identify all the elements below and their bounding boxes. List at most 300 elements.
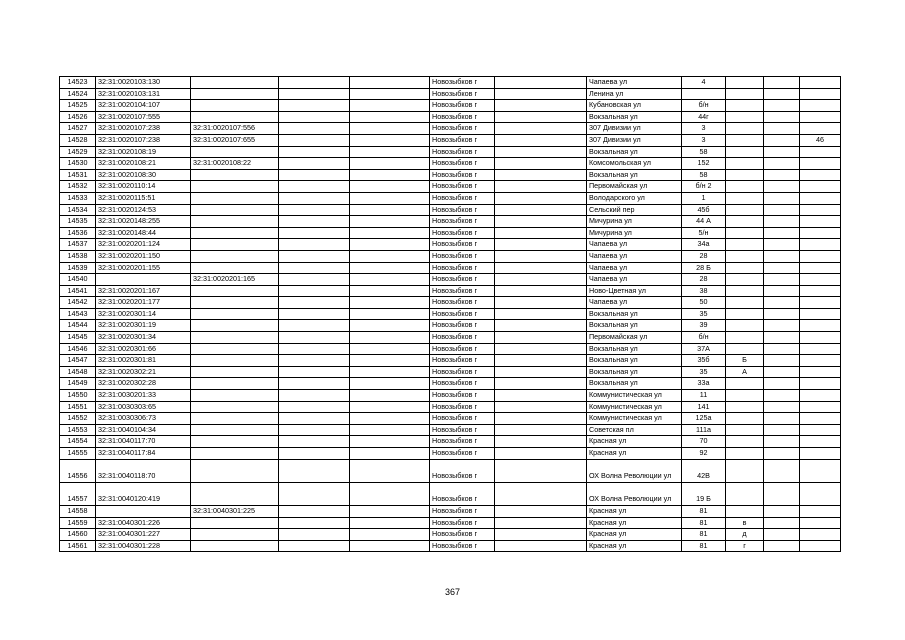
register-body [60, 77, 841, 552]
city-cell: Новозыбков г [430, 401, 495, 413]
table-row [60, 343, 841, 355]
cadastral-number-cell: 32:31:0020302:28 [96, 378, 191, 390]
city-cell: Новозыбков г [430, 378, 495, 390]
table-row [60, 262, 841, 274]
house-number-cell: 1 [682, 192, 726, 204]
empty-cell [495, 390, 587, 402]
litera-cell [726, 169, 764, 181]
cadastral-number-cell: 32:31:0030303:65 [96, 401, 191, 413]
row-number-cell: 14548 [60, 366, 96, 378]
extra-number-cell [800, 529, 841, 541]
extra-number-cell [800, 250, 841, 262]
litera-cell [726, 100, 764, 112]
page-number: 367 [444, 587, 461, 597]
street-cell: Ново-Цветная ул [587, 285, 682, 297]
parent-cadastral-number-cell: 32:31:0020107:655 [191, 134, 279, 146]
litera-cell [726, 505, 764, 517]
row-number-cell: 14549 [60, 378, 96, 390]
house-number-cell: б/н [682, 332, 726, 344]
parent-cadastral-number-cell [191, 146, 279, 158]
row-number-cell: 14544 [60, 320, 96, 332]
cadastral-number-cell: 32:31:0040104:34 [96, 424, 191, 436]
empty-cell [279, 158, 350, 170]
street-cell: Вокзальная ул [587, 111, 682, 123]
empty-cell [279, 239, 350, 251]
street-cell: Чапаева ул [587, 297, 682, 309]
table-row [60, 308, 841, 320]
extra-cell [764, 239, 800, 251]
extra-cell [764, 529, 800, 541]
table-row [60, 540, 841, 552]
empty-cell [495, 181, 587, 193]
empty-cell [279, 192, 350, 204]
house-number-cell: 70 [682, 436, 726, 448]
empty-cell [350, 123, 430, 135]
cadastral-number-cell: 32:31:0020110:14 [96, 181, 191, 193]
extra-number-cell [800, 262, 841, 274]
city-cell: Новозыбков г [430, 285, 495, 297]
cadastral-number-cell: 32:31:0020115:51 [96, 192, 191, 204]
empty-cell [350, 285, 430, 297]
litera-cell [726, 332, 764, 344]
empty-cell [495, 401, 587, 413]
litera-cell: в [726, 517, 764, 529]
row-number-cell: 14547 [60, 355, 96, 367]
parent-cadastral-number-cell [191, 100, 279, 112]
cadastral-number-cell: 32:31:0020301:14 [96, 308, 191, 320]
empty-cell [495, 146, 587, 158]
extra-cell [764, 216, 800, 228]
city-cell: Новозыбков г [430, 216, 495, 228]
street-cell: Красная ул [587, 505, 682, 517]
litera-cell [726, 320, 764, 332]
extra-cell [764, 448, 800, 460]
empty-cell [495, 88, 587, 100]
extra-number-cell [800, 169, 841, 181]
table-row [60, 181, 841, 193]
extra-cell [764, 424, 800, 436]
empty-cell [350, 204, 430, 216]
table-row [60, 111, 841, 123]
litera-cell [726, 88, 764, 100]
parent-cadastral-number-cell [191, 540, 279, 552]
house-number-cell: 44г [682, 111, 726, 123]
empty-cell [350, 424, 430, 436]
row-number-cell: 14535 [60, 216, 96, 228]
row-number-cell: 14542 [60, 297, 96, 309]
street-cell: Комсомольская ул [587, 158, 682, 170]
city-cell: Новозыбков г [430, 448, 495, 460]
city-cell: Новозыбков г [430, 250, 495, 262]
extra-number-cell [800, 123, 841, 135]
empty-cell [350, 262, 430, 274]
empty-cell [279, 274, 350, 286]
extra-number-cell [800, 366, 841, 378]
row-number-cell: 14529 [60, 146, 96, 158]
street-cell: Володарского ул [587, 192, 682, 204]
city-cell: Новозыбков г [430, 436, 495, 448]
empty-cell [350, 390, 430, 402]
empty-cell [279, 424, 350, 436]
street-cell: Вокзальная ул [587, 355, 682, 367]
house-number-cell: 19 Б [682, 482, 726, 505]
extra-number-cell [800, 216, 841, 228]
empty-cell [495, 436, 587, 448]
litera-cell [726, 123, 764, 135]
street-cell: Вокзальная ул [587, 169, 682, 181]
parent-cadastral-number-cell [191, 320, 279, 332]
litera-cell [726, 413, 764, 425]
house-number-cell: 152 [682, 158, 726, 170]
extra-number-cell [800, 517, 841, 529]
extra-number-cell [800, 482, 841, 505]
extra-cell [764, 390, 800, 402]
street-cell: Мичурина ул [587, 227, 682, 239]
parent-cadastral-number-cell [191, 169, 279, 181]
empty-cell [350, 540, 430, 552]
city-cell: Новозыбков г [430, 355, 495, 367]
cadastral-number-cell: 32:31:0020103:130 [96, 77, 191, 89]
street-cell: Красная ул [587, 529, 682, 541]
litera-cell [726, 390, 764, 402]
empty-cell [350, 459, 430, 482]
parent-cadastral-number-cell [191, 378, 279, 390]
street-cell: Коммунистическая ул [587, 413, 682, 425]
empty-cell [350, 274, 430, 286]
street-cell: ОХ Волна Революции ул [587, 482, 682, 505]
row-number-cell: 14525 [60, 100, 96, 112]
row-number-cell: 14540 [60, 274, 96, 286]
city-cell: Новозыбков г [430, 320, 495, 332]
street-cell: Вокзальная ул [587, 320, 682, 332]
street-cell: Вокзальная ул [587, 146, 682, 158]
table-row [60, 88, 841, 100]
empty-cell [279, 529, 350, 541]
row-number-cell: 14523 [60, 77, 96, 89]
table-row [60, 390, 841, 402]
extra-number-cell [800, 297, 841, 309]
city-cell: Новозыбков г [430, 332, 495, 344]
house-number-cell: 33а [682, 378, 726, 390]
cadastral-number-cell: 32:31:0020108:19 [96, 146, 191, 158]
row-number-cell: 14551 [60, 401, 96, 413]
empty-cell [279, 343, 350, 355]
cadastral-number-cell: 32:31:0040120:419 [96, 482, 191, 505]
parent-cadastral-number-cell [191, 332, 279, 344]
empty-cell [495, 262, 587, 274]
empty-cell [279, 413, 350, 425]
extra-cell [764, 77, 800, 89]
extra-cell [764, 320, 800, 332]
extra-number-cell [800, 436, 841, 448]
empty-cell [279, 169, 350, 181]
extra-cell [764, 540, 800, 552]
extra-number-cell [800, 332, 841, 344]
litera-cell [726, 297, 764, 309]
house-number-cell: 50 [682, 297, 726, 309]
empty-cell [350, 158, 430, 170]
empty-cell [279, 216, 350, 228]
house-number-cell: 81 [682, 540, 726, 552]
empty-cell [279, 308, 350, 320]
row-number-cell: 14561 [60, 540, 96, 552]
street-cell: 307 Дивизии ул [587, 134, 682, 146]
empty-cell [350, 343, 430, 355]
extra-number-cell [800, 320, 841, 332]
empty-cell [279, 88, 350, 100]
street-cell: Ленина ул [587, 88, 682, 100]
extra-number-cell [800, 343, 841, 355]
empty-cell [279, 517, 350, 529]
empty-cell [350, 413, 430, 425]
row-number-cell: 14559 [60, 517, 96, 529]
extra-cell [764, 192, 800, 204]
empty-cell [279, 123, 350, 135]
city-cell: Новозыбков г [430, 390, 495, 402]
empty-cell [279, 448, 350, 460]
city-cell: Новозыбков г [430, 239, 495, 251]
empty-cell [495, 192, 587, 204]
extra-cell [764, 250, 800, 262]
table-row [60, 158, 841, 170]
empty-cell [495, 529, 587, 541]
table-row [60, 123, 841, 135]
empty-cell [350, 227, 430, 239]
house-number-cell: 111а [682, 424, 726, 436]
city-cell: Новозыбков г [430, 540, 495, 552]
empty-cell [495, 343, 587, 355]
parent-cadastral-number-cell [191, 448, 279, 460]
empty-cell [495, 413, 587, 425]
empty-cell [495, 285, 587, 297]
extra-number-cell [800, 424, 841, 436]
extra-cell [764, 482, 800, 505]
empty-cell [350, 239, 430, 251]
row-number-cell: 14533 [60, 192, 96, 204]
parent-cadastral-number-cell [191, 355, 279, 367]
city-cell: Новозыбков г [430, 459, 495, 482]
city-cell: Новозыбков г [430, 88, 495, 100]
extra-number-cell [800, 459, 841, 482]
cadastral-number-cell: 32:31:0030306:73 [96, 413, 191, 425]
extra-cell [764, 88, 800, 100]
city-cell: Новозыбков г [430, 181, 495, 193]
empty-cell [350, 146, 430, 158]
street-cell: Вокзальная ул [587, 366, 682, 378]
extra-number-cell: 46 [800, 134, 841, 146]
extra-number-cell [800, 505, 841, 517]
house-number-cell: 44 А [682, 216, 726, 228]
row-number-cell: 14553 [60, 424, 96, 436]
extra-number-cell [800, 146, 841, 158]
cadastral-number-cell: 32:31:0020201:124 [96, 239, 191, 251]
cadastral-number-cell [96, 274, 191, 286]
house-number-cell: 35б [682, 355, 726, 367]
house-number-cell: 37А [682, 343, 726, 355]
table-row [60, 100, 841, 112]
litera-cell [726, 204, 764, 216]
row-number-cell: 14545 [60, 332, 96, 344]
city-cell: Новозыбков г [430, 366, 495, 378]
empty-cell [495, 424, 587, 436]
city-cell: Новозыбков г [430, 146, 495, 158]
table-row [60, 482, 841, 505]
empty-cell [350, 169, 430, 181]
city-cell: Новозыбков г [430, 123, 495, 135]
extra-number-cell [800, 308, 841, 320]
empty-cell [279, 77, 350, 89]
street-cell: Красная ул [587, 517, 682, 529]
house-number-cell: 3 [682, 134, 726, 146]
house-number-cell: 81 [682, 517, 726, 529]
extra-number-cell [800, 181, 841, 193]
city-cell: Новозыбков г [430, 413, 495, 425]
litera-cell [726, 343, 764, 355]
empty-cell [495, 100, 587, 112]
city-cell: Новозыбков г [430, 158, 495, 170]
city-cell: Новозыбков г [430, 192, 495, 204]
empty-cell [279, 250, 350, 262]
house-number-cell: 39 [682, 320, 726, 332]
parent-cadastral-number-cell [191, 111, 279, 123]
empty-cell [350, 250, 430, 262]
empty-cell [279, 100, 350, 112]
litera-cell [726, 448, 764, 460]
extra-cell [764, 343, 800, 355]
extra-cell [764, 355, 800, 367]
extra-cell [764, 297, 800, 309]
house-number-cell: б/н [682, 100, 726, 112]
cadastral-number-cell: 32:31:0020301:66 [96, 343, 191, 355]
empty-cell [279, 401, 350, 413]
empty-cell [350, 332, 430, 344]
litera-cell [726, 459, 764, 482]
cadastral-number-cell [96, 505, 191, 517]
parent-cadastral-number-cell [191, 308, 279, 320]
empty-cell [495, 204, 587, 216]
table-row [60, 505, 841, 517]
street-cell: Чапаева ул [587, 77, 682, 89]
table-row [60, 274, 841, 286]
extra-number-cell [800, 448, 841, 460]
extra-cell [764, 401, 800, 413]
litera-cell [726, 146, 764, 158]
parent-cadastral-number-cell [191, 482, 279, 505]
extra-number-cell [800, 100, 841, 112]
extra-number-cell [800, 239, 841, 251]
city-cell: Новозыбков г [430, 227, 495, 239]
cadastral-number-cell: 32:31:0020301:19 [96, 320, 191, 332]
extra-cell [764, 436, 800, 448]
parent-cadastral-number-cell [191, 413, 279, 425]
empty-cell [350, 482, 430, 505]
cadastral-number-cell: 32:31:0020148:44 [96, 227, 191, 239]
city-cell: Новозыбков г [430, 529, 495, 541]
litera-cell [726, 134, 764, 146]
empty-cell [279, 262, 350, 274]
litera-cell: Б [726, 355, 764, 367]
empty-cell [279, 459, 350, 482]
cadastral-number-cell: 32:31:0020201:167 [96, 285, 191, 297]
litera-cell [726, 77, 764, 89]
empty-cell [279, 297, 350, 309]
extra-cell [764, 517, 800, 529]
cadastral-number-cell: 32:31:0030201:33 [96, 390, 191, 402]
empty-cell [350, 77, 430, 89]
empty-cell [495, 448, 587, 460]
empty-cell [350, 355, 430, 367]
table-row [60, 448, 841, 460]
house-number-cell: 28 Б [682, 262, 726, 274]
street-cell: Красная ул [587, 540, 682, 552]
extra-number-cell [800, 192, 841, 204]
city-cell: Новозыбков г [430, 274, 495, 286]
parent-cadastral-number-cell [191, 192, 279, 204]
table-row [60, 134, 841, 146]
empty-cell [350, 378, 430, 390]
house-number-cell: б/н 2 [682, 181, 726, 193]
empty-cell [495, 366, 587, 378]
extra-cell [764, 100, 800, 112]
empty-cell [279, 355, 350, 367]
extra-cell [764, 134, 800, 146]
cadastral-number-cell: 32:31:0040301:226 [96, 517, 191, 529]
empty-cell [495, 459, 587, 482]
empty-cell [279, 332, 350, 344]
extra-number-cell [800, 77, 841, 89]
table-row [60, 413, 841, 425]
cadastral-number-cell: 32:31:0020301:81 [96, 355, 191, 367]
parent-cadastral-number-cell: 32:31:0040301:225 [191, 505, 279, 517]
cadastral-number-cell: 32:31:0020148:255 [96, 216, 191, 228]
row-number-cell: 14530 [60, 158, 96, 170]
city-cell: Новозыбков г [430, 343, 495, 355]
empty-cell [350, 505, 430, 517]
cadastral-number-cell: 32:31:0020108:21 [96, 158, 191, 170]
row-number-cell: 14558 [60, 505, 96, 517]
extra-cell [764, 169, 800, 181]
city-cell: Новозыбков г [430, 111, 495, 123]
house-number-cell: 58 [682, 146, 726, 158]
extra-number-cell [800, 401, 841, 413]
empty-cell [279, 436, 350, 448]
extra-number-cell [800, 111, 841, 123]
extra-number-cell [800, 378, 841, 390]
street-cell: Советская пл [587, 424, 682, 436]
litera-cell [726, 285, 764, 297]
parent-cadastral-number-cell [191, 343, 279, 355]
row-number-cell: 14531 [60, 169, 96, 181]
table-row [60, 250, 841, 262]
extra-number-cell [800, 413, 841, 425]
litera-cell [726, 378, 764, 390]
street-cell: Красная ул [587, 448, 682, 460]
empty-cell [350, 181, 430, 193]
row-number-cell: 14541 [60, 285, 96, 297]
row-number-cell: 14527 [60, 123, 96, 135]
house-number-cell: 125а [682, 413, 726, 425]
table-row [60, 227, 841, 239]
cadastral-number-cell: 32:31:0020107:555 [96, 111, 191, 123]
city-cell: Новозыбков г [430, 308, 495, 320]
row-number-cell: 14555 [60, 448, 96, 460]
extra-cell [764, 413, 800, 425]
parent-cadastral-number-cell [191, 436, 279, 448]
empty-cell [350, 448, 430, 460]
street-cell: ОХ Волна Революции ул [587, 459, 682, 482]
table-row [60, 169, 841, 181]
empty-cell [495, 332, 587, 344]
